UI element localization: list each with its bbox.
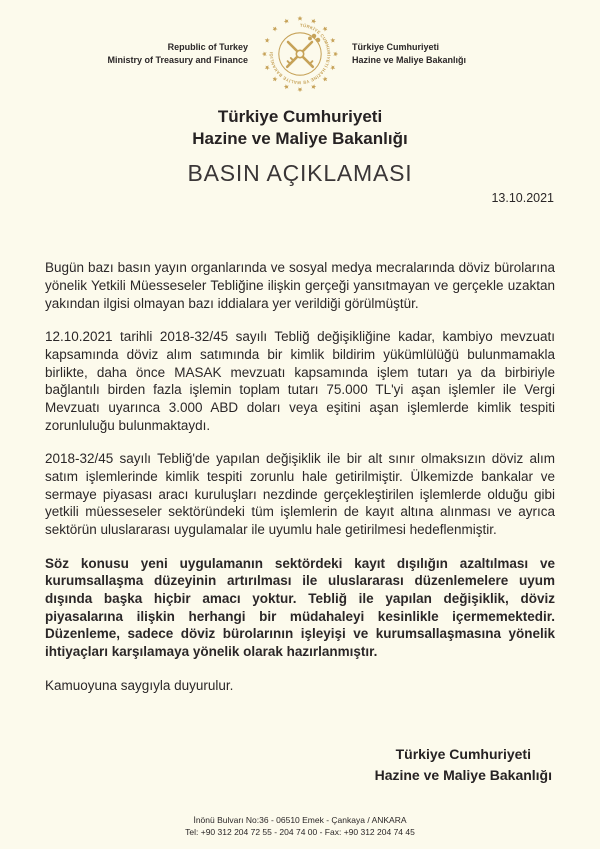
closing-line: Kamuoyuna saygıyla duyurulur. xyxy=(45,677,234,693)
signature-line2: Hazine ve Maliye Bakanlığı xyxy=(374,767,552,784)
paragraph-1: Bugün bazı basın yayın organlarında ve sosyal medya mecralarında döviz bürolarına yönelik Yetkili Müesseseler Tebliğine ilişkin gerçeği yansıtmayan ve gerçekle uzaktan yakından ilgisi olmayan bazı iddialara yer verildiği görülmüştür. xyxy=(45,260,555,311)
press-release-heading: BASIN AÇIKLAMASI xyxy=(187,160,413,187)
letterhead-turkish-line2: Hazine ve Maliye Bakanlığı xyxy=(352,55,467,65)
footer-contact xyxy=(0,815,600,839)
ministry-seal-icon xyxy=(260,14,340,94)
letterhead xyxy=(0,0,600,94)
body-text xyxy=(0,259,600,694)
paragraph-2: 12.10.2021 tarihli 2018-32/45 sayılı Tebliğ değişikliğine kadar, kambiyo mevzuatı kapsamında döviz alım satımında bir kimlik bildirim yükümlülüğü bulunmamakla birlikte, daha önce MASAK mevzuatı kapsamında işlem tutarı ya da birbiriyle bağlantılı birden fazla işlemin toplam tutarı 75.000 TL'yi aşan işlemler ile Vergi Mevzuatı uyarınca 3.000 ABD doları veya eşitini aşan işlemlerde kimlik tespiti zorunluluğu bulunmaktaydı. xyxy=(45,329,555,433)
document-date: 13.10.2021 xyxy=(491,191,554,206)
letterhead-english-line1: Republic of Turkey xyxy=(167,41,248,52)
title-line1: Türkiye Cumhuriyeti xyxy=(217,107,383,126)
paragraph-3: 2018-32/45 sayılı Tebliğ'de yapılan değişiklik ile bir alt sınır olmaksızın döviz alım satım işlemlerinde kimlik tespiti zorunlu hale getirilmiştir. Ülkemizde bankalar ve sermaye piyasası aracı kuruluşları nezdinde gerçekleştirilen işlemlerde olduğu gibi yetkili müesseseler sektöründeki tüm işlemlerin de kayıt altına alınması ve ayrıca sektörün uluslararası uygulamalar ile uyumlu hale getirilmesi hedeflenmiştir. xyxy=(45,451,555,537)
footer-address: İnönü Bulvarı No:36 - 06510 Emek - Çankaya / ANKARA xyxy=(193,815,407,826)
signature-line1: Türkiye Cumhuriyeti xyxy=(395,746,531,763)
footer-phone-fax: Tel: +90 312 204 72 55 - 204 74 00 - Fax: +90 312 204 74 45 xyxy=(185,827,415,838)
letterhead-turkish-line1: Türkiye Cumhuriyeti xyxy=(352,41,440,52)
title-block xyxy=(0,106,600,187)
letterhead-english xyxy=(80,41,248,67)
letterhead-turkish xyxy=(352,41,520,67)
title-line2: Hazine ve Maliye Bakanlığı xyxy=(192,129,408,149)
seal-ring-text: TÜRKİYE CUMHURİYETİ HAZİNE VE MALİYE BAKANLIĞI xyxy=(268,22,332,86)
signature-block xyxy=(0,744,600,786)
paragraph-4-emphasis: Söz konusu yeni uygulamanın sektördeki kayıt dışılığın azaltılması ve kurumsallaşma düzeyinin artırılması ile uluslararası düzenlemelere uyum dışında başka hiçbir amacı yoktur. Tebliğ ile yapılan değişiklik, döviz piyasalarına ilişkin herhangi bir müdahaleyi kesinlikle içermemektedir. Düzenleme, sadece döviz bürolarının işleyişi ve kurumsallaşmasına yönelik ihtiyaçları karşılamaya yönelik olarak hazırlanmıştır. xyxy=(45,555,555,659)
letterhead-english-line2: Ministry of Treasury and Finance xyxy=(107,55,248,65)
